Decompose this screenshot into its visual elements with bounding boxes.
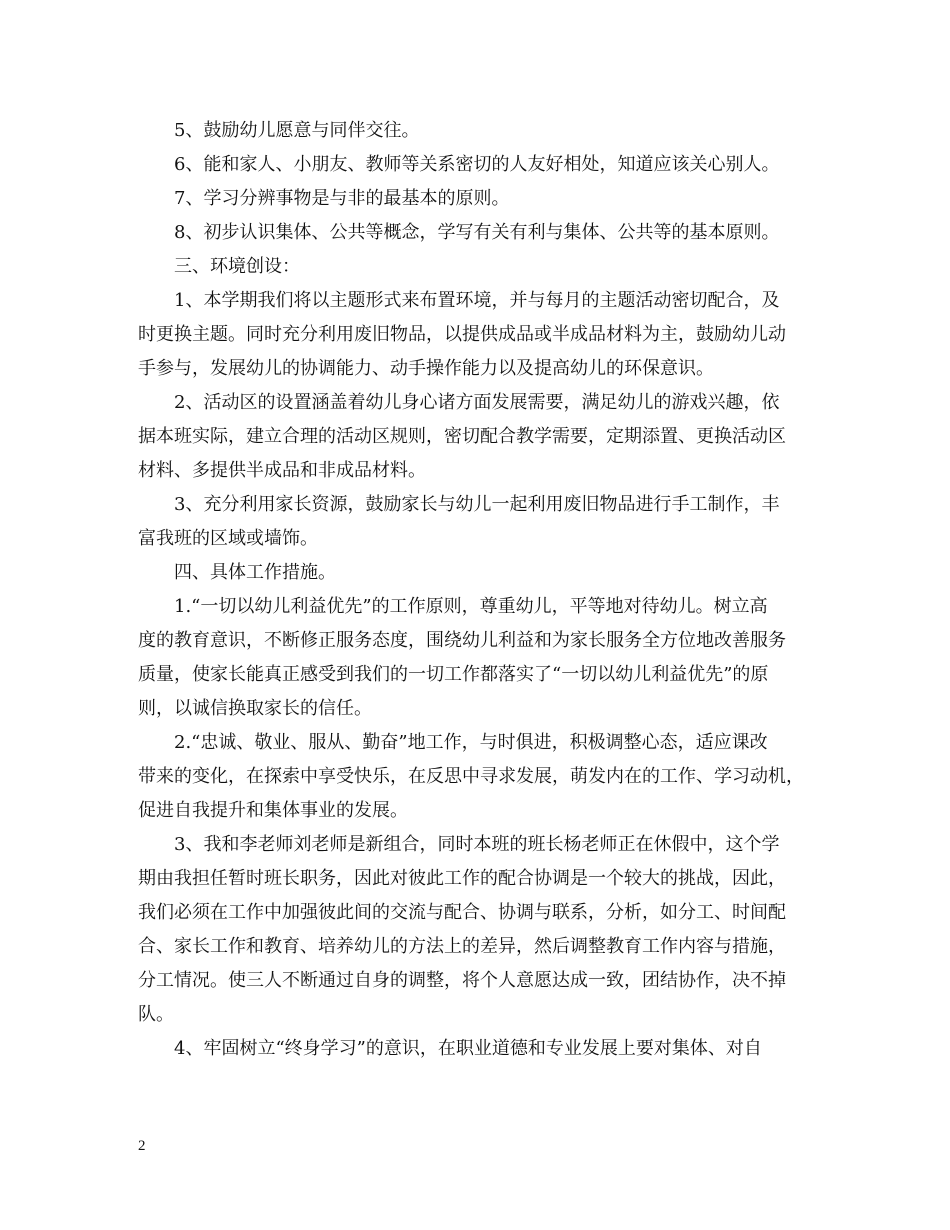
text-line: 质量，使家长能真正感受到我们的一切工作都落实了“一切以幼儿利益优先”的原 [138,664,769,685]
text-line: 1、本学期我们将以主题形式来布置环境，并与每月的主题活动密切配合，及 [174,290,780,311]
text-line: 富我班的区域或墙饰。 [138,528,318,549]
text-line: 5、鼓励幼儿愿意与同伴交往。 [174,120,420,141]
text-line: 1.“一切以幼儿利益优先”的工作原则，尊重幼儿，平等地对待幼儿。树立高 [174,596,768,617]
page-number: 2 [138,1138,146,1154]
text-line: 四、具体工作措施。 [174,562,336,583]
text-line: 4、牢固树立“终身学习”的意识，在职业道德和专业发展上要对集体、对自 [174,1038,762,1059]
text-line: 促进自我提升和集体事业的发展。 [138,800,408,821]
text-line: 7、学习分辨事物是与非的最基本的原则。 [174,188,510,209]
text-line: 8、初步认识集体、公共等概念，学写有关有利与集体、公共等的基本原则。 [174,222,780,243]
text-line: 时更换主题。同时充分利用废旧物品，以提供成品或半成品材料为主，鼓励幼儿动 [138,324,786,345]
text-line: 三、环境创设： [174,256,300,277]
text-line: 据本班实际，建立合理的活动区规则，密切配合教学需要，定期添置、更换活动区 [138,426,786,447]
text-line: 手参与，发展幼儿的协调能力、动手操作能力以及提高幼儿的环保意识。 [138,358,714,379]
text-line: 期由我担任暂时班长职务，因此对彼此工作的配合协调是一个较大的挑战，因此， [138,868,786,889]
text-line: 6、能和家人、小朋友、教师等关系密切的人友好相处，知道应该关心别人。 [174,154,780,175]
text-line: 3、充分利用家长资源，鼓励家长与幼儿一起利用废旧物品进行手工制作，丰 [174,494,780,515]
text-line: 2、活动区的设置涵盖着幼儿身心诸方面发展需要，满足幼儿的游戏兴趣，依 [174,392,780,413]
text-line: 2.“忠诚、敬业、服从、勤奋”地工作，与时俱进，积极调整心态，适应课改 [174,732,768,753]
text-line: 合、家长工作和教育、培养幼儿的方法上的差异，然后调整教育工作内容与措施， [138,936,786,957]
text-line: 度的教育意识，不断修正服务态度，围绕幼儿利益和为家长服务全方位地改善服务 [138,630,786,651]
text-line: 3、我和李老师刘老师是新组合，同时本班的班长杨老师正在休假中，这个学 [174,834,780,855]
text-line: 则，以诚信换取家长的信任。 [138,698,372,719]
text-line: 我们必须在工作中加强彼此间的交流与配合、协调与联系，分析，如分工、时间配 [138,902,786,923]
document-body [138,114,814,1066]
text-line: 队。 [138,1004,174,1025]
text-line: 分工情况。使三人不断通过自身的调整，将个人意愿达成一致，团结协作，决不掉 [138,970,786,991]
text-line: 材料、多提供半成品和非成品材料。 [138,460,426,481]
text-line: 带来的变化，在探索中享受快乐，在反思中寻求发展，萌发内在的工作、学习动机， [138,766,804,787]
